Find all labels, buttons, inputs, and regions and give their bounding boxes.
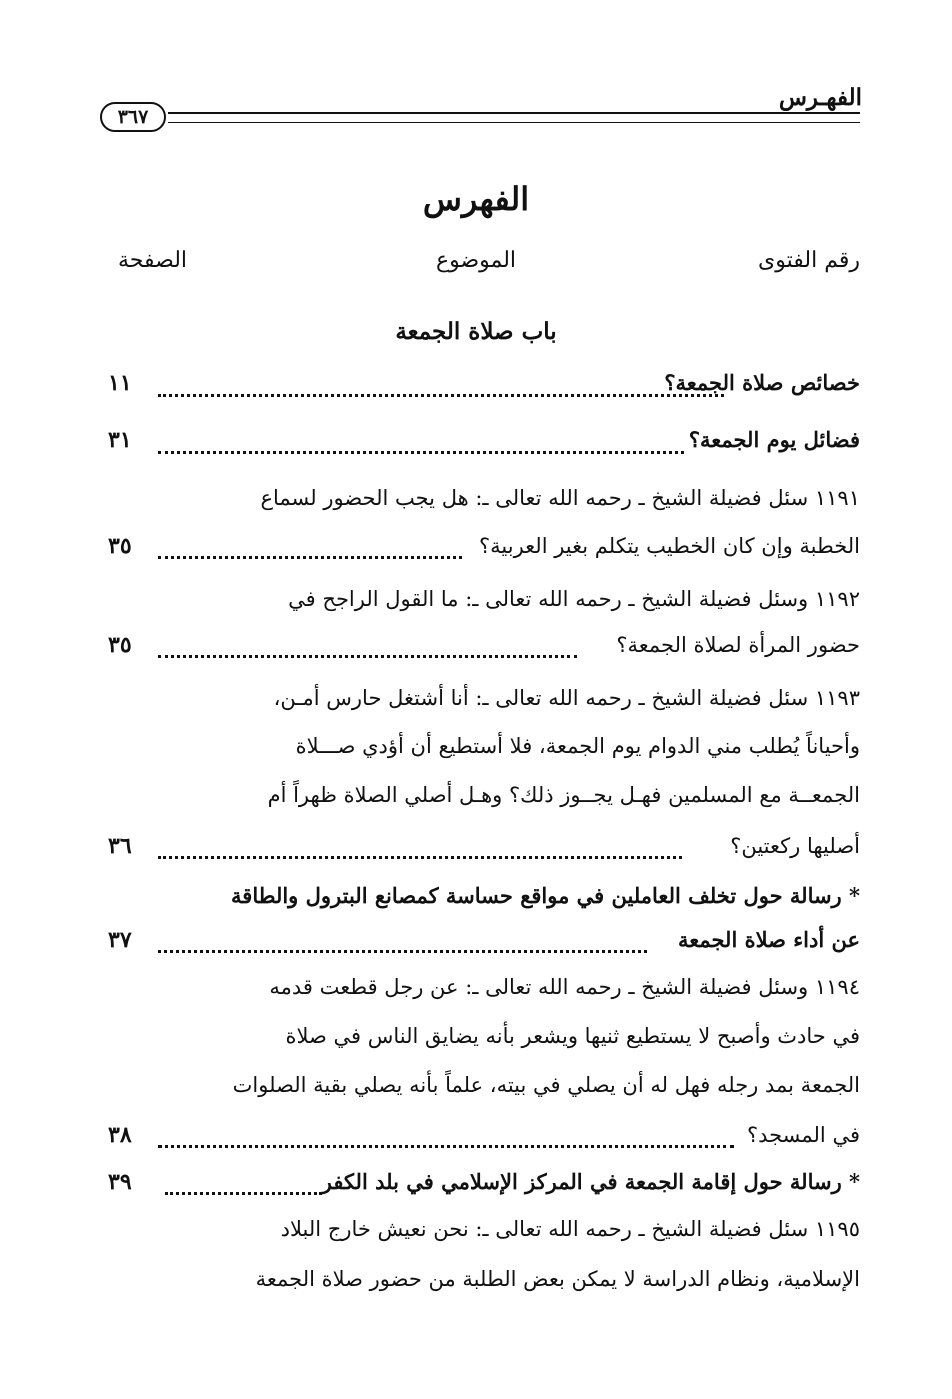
toc-page: ٣٥ (108, 533, 132, 559)
toc-line: خصائص صلاة الجمعة؟ (664, 370, 860, 395)
column-header-fatwa-number: رقم الفتوى (758, 248, 860, 273)
dot-leader (158, 441, 684, 454)
toc-page: ٣٩ (108, 1169, 132, 1195)
toc-page: ٣٦ (108, 833, 132, 859)
toc-line: ١١٩٣ سئل فضيلة الشيخ ـ رحمه الله تعالى ـ: أنا أشتغل حارس أمـن، (273, 686, 860, 710)
header-rule (168, 112, 860, 123)
toc-line: فضائل يوم الجمعة؟ (688, 427, 860, 452)
toc-page: ١١ (108, 370, 132, 396)
dot-leader (158, 1135, 734, 1148)
dot-leader (158, 846, 682, 859)
toc-line: في حادث وأصبح لا يستطيع ثنيها ويشعر بأنه يضايق الناس في صلاة (285, 1024, 860, 1048)
toc-line: ١١٩١ سئل فضيلة الشيخ ـ رحمه الله تعالى ـ: هل يجب الحضور لسماع (260, 486, 860, 510)
toc-line: * رسالة حول تخلف العاملين في مواقع حساسة كمصانع البترول والطاقة (231, 883, 860, 908)
section-title: باب صلاة الجمعة (395, 318, 557, 345)
toc-line: ١١٩٤ وسئل فضيلة الشيخ ـ رحمه الله تعالى ـ: عن رجل قطعت قدمه (269, 975, 860, 999)
toc-page: ٣٨ (108, 1122, 132, 1148)
running-header-title: الفهـرس (778, 84, 862, 111)
toc-line: الإسلامية، ونظام الدراسة لا يمكن بعض الطلبة من حضور صلاة الجمعة (255, 1267, 860, 1291)
toc-page: ٣٧ (108, 927, 132, 953)
column-header-page: الصفحة (118, 248, 188, 273)
toc-line: الخطبة وإن كان الخطيب يتكلم بغير العربية؟ (479, 534, 860, 558)
toc-page: ٣١ (108, 427, 132, 453)
toc-page: ٣٥ (108, 632, 132, 658)
toc-line: حضور المرأة لصلاة الجمعة؟ (616, 633, 860, 657)
toc-line: في المسجد؟ (746, 1123, 860, 1147)
toc-line: ١١٩٥ سئل فضيلة الشيخ ـ رحمه الله تعالى ـ: نحن نعيش خارج البلاد (280, 1217, 860, 1241)
toc-line: أصليها ركعتين؟ (730, 834, 860, 858)
column-header-topic: الموضوع (435, 248, 517, 273)
page-title: الفهرس (422, 180, 530, 218)
dot-leader (158, 384, 724, 397)
toc-line: وأحياناً يُطلب مني الدوام يوم الجمعة، فلا أستطيع أن أؤدي صـــلاة (295, 734, 860, 758)
dot-leader (158, 546, 462, 559)
dot-leader (165, 1182, 322, 1195)
toc-line: الجمعــة مع المسلمين فهـل يجــوز ذلك؟ وهـل أصلي الصلاة ظهراً أم (267, 783, 860, 807)
toc-line: الجمعة بمد رجله فهل له أن يصلي في بيته، علماً بأنه يصلي بقية الصلوات (232, 1073, 860, 1097)
toc-line: ١١٩٢ وسئل فضيلة الشيخ ـ رحمه الله تعالى ـ: ما القول الراجح في (288, 587, 860, 611)
toc-line: عن أداء صلاة الجمعة (677, 927, 860, 952)
page-number: ٣٦٧ (100, 102, 166, 132)
dot-leader (158, 645, 577, 658)
toc-line: * رسالة حول إقامة الجمعة في المركز الإسلامي في بلد الكفر (321, 1169, 860, 1194)
dot-leader (158, 940, 647, 953)
